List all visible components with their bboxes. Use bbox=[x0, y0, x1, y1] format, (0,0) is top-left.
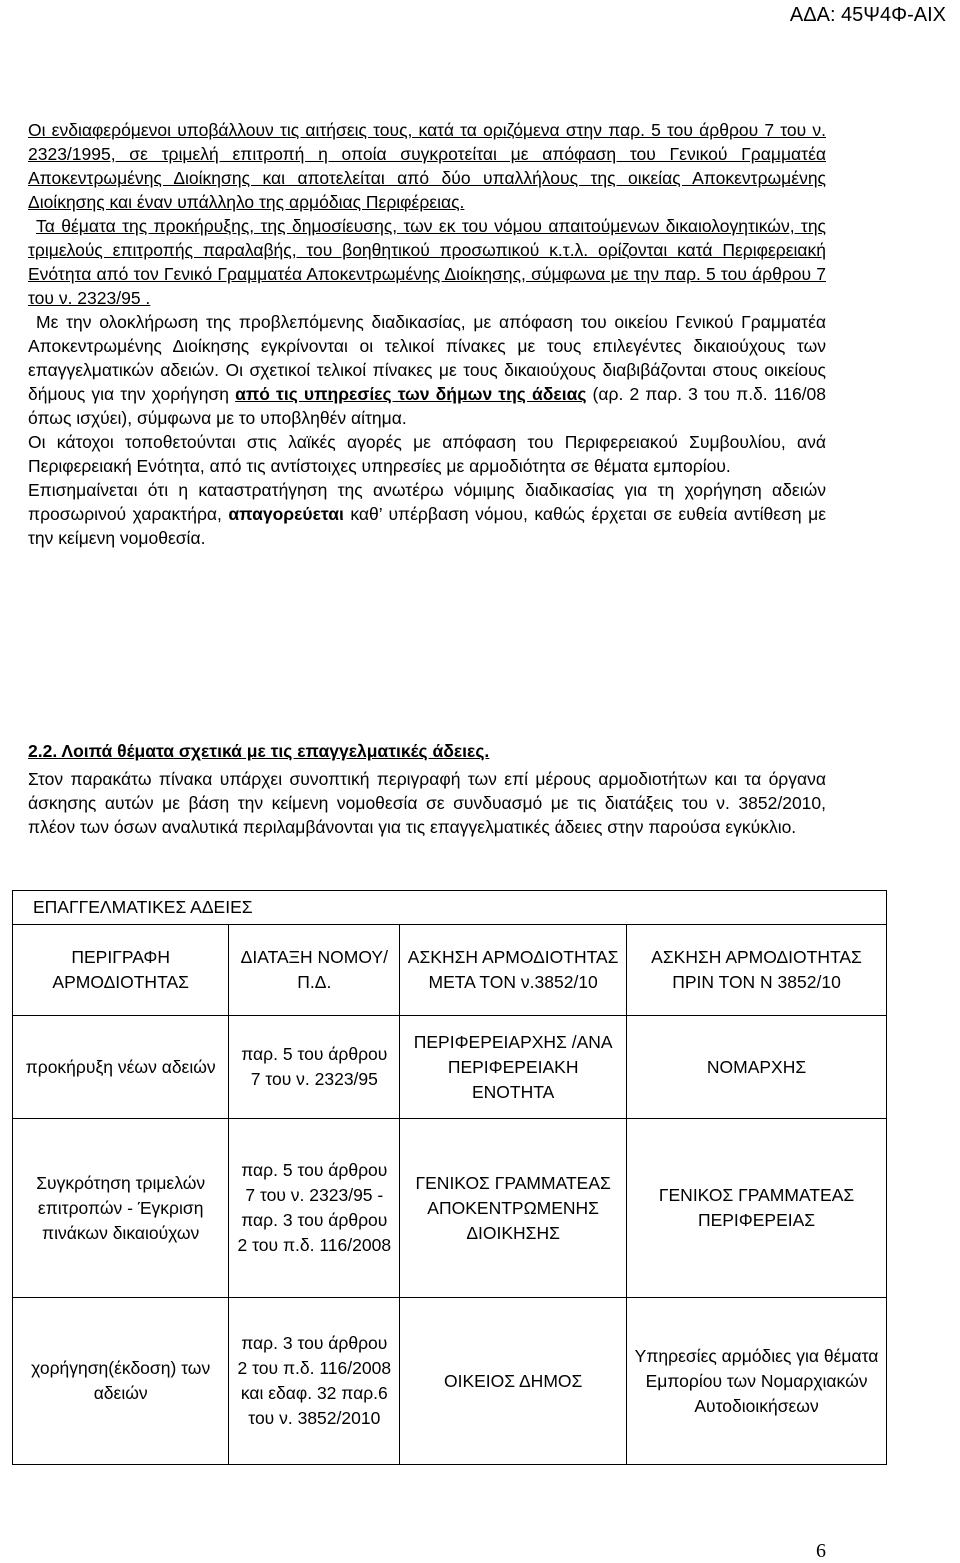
table-title-row bbox=[13, 891, 887, 925]
paragraph-5-text-a: Επισημαίνεται ότι η καταστρατήγηση της ανωτέρω νόμιμης διαδικασίας για τη χορήγηση αδειών προσωρινού χαρακτήρα, bbox=[28, 480, 826, 524]
body-text bbox=[28, 118, 826, 550]
header-before-law: ΑΣΚΗΣΗ ΑΡΜΟΔΙΟΤΗΤΑΣ ΠΡΙΝ ΤΟΝ Ν 3852/10 bbox=[627, 925, 887, 1016]
paragraph-3 bbox=[28, 310, 826, 430]
section-heading: 2.2. Λοιπά θέματα σχετικά με τις επαγγελματικές άδειες. bbox=[28, 741, 490, 761]
table-title: ΕΠΑΓΓΕΛΜΑΤΙΚΕΣ ΑΔΕΙΕΣ bbox=[13, 891, 887, 925]
table-cell: ΟΙΚΕΙΟΣ ΔΗΜΟΣ bbox=[400, 1298, 627, 1465]
table-row bbox=[13, 1016, 887, 1119]
table-cell: ΠΕΡΙΦΕΡΕΙΑΡΧΗΣ /ΑΝΑ ΠΕΡΙΦΕΡΕΙΑΚΗ ΕΝΟΤΗΤΑ bbox=[400, 1016, 627, 1119]
header-after-law: ΑΣΚΗΣΗ ΑΡΜΟΔΙΟΤΗΤΑΣ ΜΕΤΑ ΤΟΝ ν.3852/10 bbox=[400, 925, 627, 1016]
table-cell: χορήγηση(έκδοση) των αδειών bbox=[13, 1298, 229, 1465]
paragraph-2 bbox=[28, 214, 826, 310]
ada-code: ΑΔΑ: 45Ψ4Φ-ΑΙΧ bbox=[789, 4, 946, 26]
table-header-row bbox=[13, 925, 887, 1016]
paragraph-5-bold: απαγορεύεται bbox=[228, 504, 344, 524]
table-row bbox=[13, 1298, 887, 1465]
paragraph-5-text-b: καθ’ υπέρβαση νόμου, καθώς έρχεται σε ευθεία αντίθεση με την κείμενη νομοθεσία. bbox=[28, 504, 826, 548]
page-number: 6 bbox=[816, 1540, 826, 1562]
table-cell: προκήρυξη νέων αδειών bbox=[13, 1016, 229, 1119]
table-cell: παρ. 5 του άρθρου 7 του ν. 2323/95 bbox=[229, 1016, 400, 1119]
table-cell: Συγκρότηση τριμελών επιτροπών - Έγκριση πινάκων δικαιούχων bbox=[13, 1119, 229, 1298]
paragraph-3-text-b: (αρ. 2 παρ. 3 του π.δ. 116/08 όπως ισχύει), σύμφωνα με το υποβληθέν αίτημα. bbox=[28, 384, 827, 428]
table-row bbox=[13, 1119, 887, 1298]
header-description: ΠΕΡΙΓΡΑΦΗ ΑΡΜΟΔΙΟΤΗΤΑΣ bbox=[13, 925, 229, 1016]
paragraph-4: Οι κάτοχοι τοποθετούνται στις λαϊκές αγορές με απόφαση του Περιφερειακού Συμβουλίου, ανά Περιφερειακή Ενότητα, από τις αντίστοιχες υπηρεσίες με αρμοδιότητα σε θέματα εμπορίου. bbox=[28, 432, 826, 476]
section-paragraph: Στον παρακάτω πίνακα υπάρχει συνοπτική περιγραφή των επί μέρους αρμοδιοτήτων και τα όργανα άσκησης αυτών με βάση την κείμενη νομοθεσία σε συνδυασμό με τις διατάξεις του ν. 3852/2010, πλέον των όσων αναλυτικά περιλαμβάνονται για τις επαγγελματικές άδειες στην παρούσα εγκύκλιο. bbox=[28, 769, 826, 837]
paragraph-1: Οι ενδιαφερόμενοι υποβάλλουν τις αιτήσεις τους, κατά τα οριζόμενα στην παρ. 5 του άρθρου 7 του ν. 2323/1995, σε τριμελή επιτροπή η οποία συγκροτείται με απόφαση του Γενικού Γραμματέα Αποκεντρωμένης Διοίκησης και αποτελείται από δύο υπαλλήλους της οικείας Αποκεντρωμένης Διοίκησης και έναν υπάλληλο της αρμόδιας Περιφέρειας. bbox=[28, 120, 826, 212]
table-cell: ΓΕΝΙΚΟΣ ΓΡΑΜΜΑΤΕΑΣ ΠΕΡΙΦΕΡΕΙΑΣ bbox=[627, 1119, 887, 1298]
paragraph-2-text: Τα θέματα της προκήρυξης, της δημοσίευσης, των εκ του νόμου απαιτούμενων δικαιολογητικών, της τριμελούς επιτροπής παραλαβής, του βοηθητικού προσωπικού κ.τ.λ. ορίζονται κατά Περιφερειακή Ενότητα από τον Γενικό Γραμματέα Αποκεντρωμένης Διοίκησης, σύμφωνα με την παρ. 5 του άρθρου 7 του ν. 2323/95 . bbox=[28, 216, 826, 308]
paragraph-3-bold: από τις υπηρεσίες των δήμων της άδειας bbox=[235, 384, 587, 404]
paragraph-5 bbox=[28, 478, 826, 550]
table-cell: παρ. 5 του άρθρου 7 του ν. 2323/95 - παρ. 3 του άρθρου 2 του π.δ. 116/2008 bbox=[229, 1119, 400, 1298]
header-provision: ΔΙΑΤΑΞΗ ΝΟΜΟΥ/Π.Δ. bbox=[229, 925, 400, 1016]
licenses-table bbox=[12, 890, 887, 1465]
paragraph-3-text-a: Με την ολοκλήρωση της προβλεπόμενης διαδικασίας, με απόφαση του οικείου Γενικού Γραμματέα Αποκεντρωμένης Διοίκησης εγκρίνονται οι τελικοί πίνακες με τους επιλεγέντες δικαιούχους των επαγγελματικών αδειών. Οι σχετικοί τελικοί πίνακες με τους δικαιούχους διαβιβάζονται στους οικείους δήμους για την χορήγηση bbox=[28, 312, 826, 404]
table-cell: ΓΕΝΙΚΟΣ ΓΡΑΜΜΑΤΕΑΣ ΑΠΟΚΕΝΤΡΩΜΕΝΗΣ ΔΙΟΙΚΗΣΗΣ bbox=[400, 1119, 627, 1298]
table-cell: Υπηρεσίες αρμόδιες για θέματα Εμπορίου των Νομαρχιακών Αυτοδιοικήσεων bbox=[627, 1298, 887, 1465]
table-cell: παρ. 3 του άρθρου 2 του π.δ. 116/2008 και εδαφ. 32 παρ.6 του ν. 3852/2010 bbox=[229, 1298, 400, 1465]
table-cell: ΝΟΜΑΡΧΗΣ bbox=[627, 1016, 887, 1119]
